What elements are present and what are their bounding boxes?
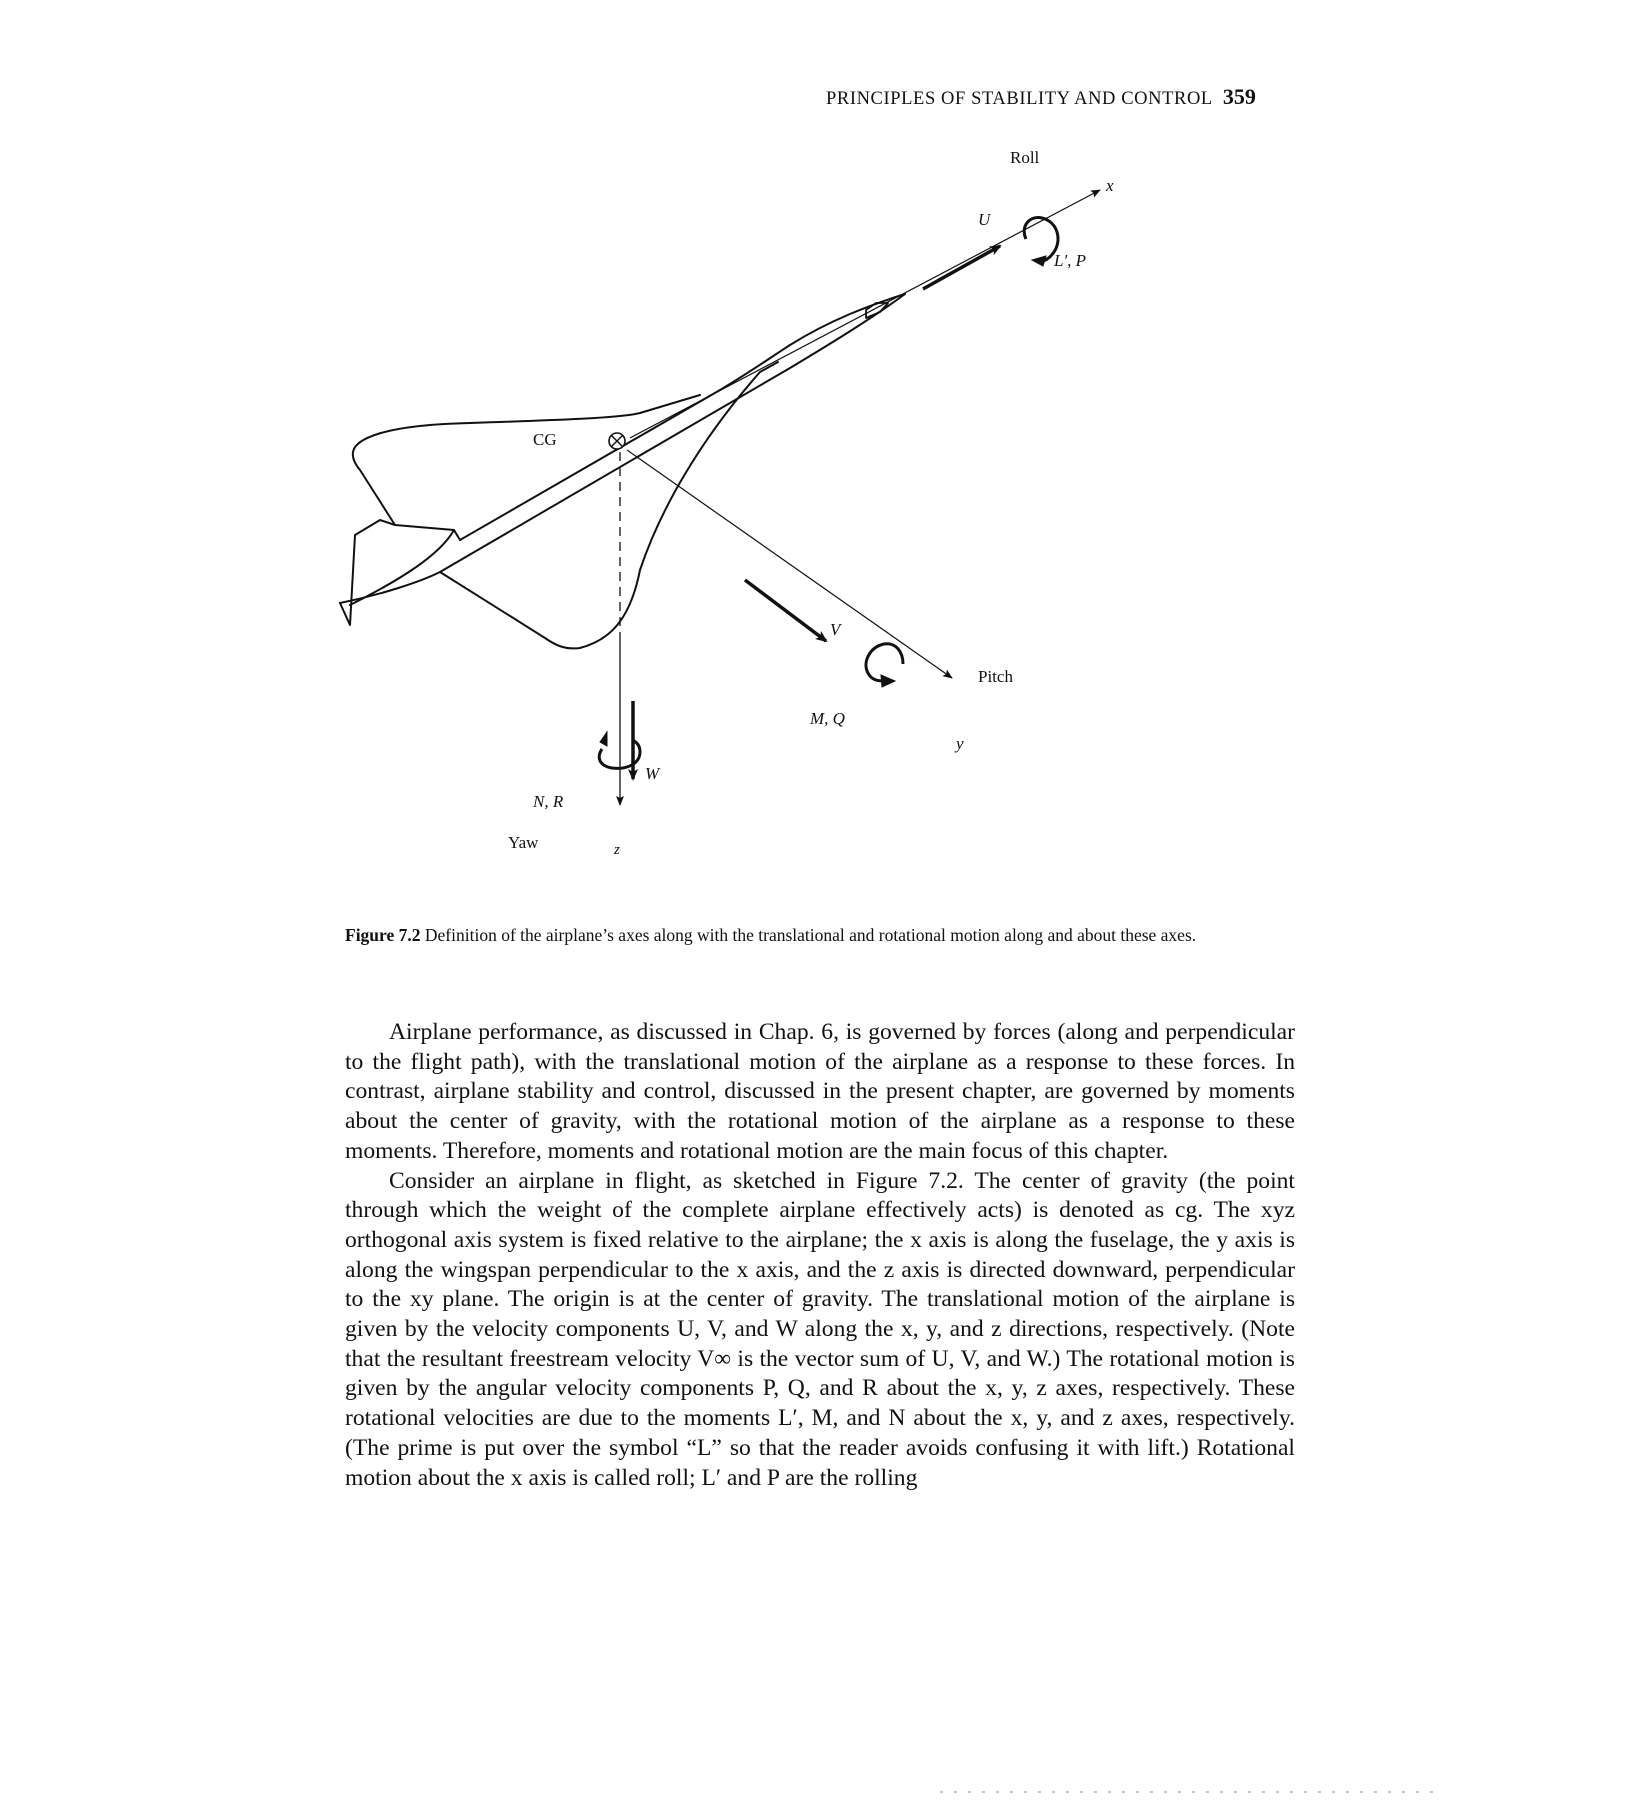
pitch-rotation-icon — [866, 644, 903, 687]
body-text — [345, 1018, 1295, 1493]
y-axis-line — [627, 450, 952, 678]
u-velocity-arrow — [923, 246, 1000, 289]
roll-moment-label: L′, P — [1054, 251, 1087, 270]
pitch-label: Pitch — [978, 667, 1013, 686]
paragraph: Consider an airplane in flight, as sketched in Figure 7.2. The center of gravity (the point through which the weight of the complete airplane effectively acts) is denoted as cg. The xyz orthogonal axis system is fixed relative to the airplane; the x axis is along the fuselage, the y axis is along the wingspan perpendicular to the x axis, and the z axis is directed downward, perpendicular to the xy plane. The origin is at the center of gravity. The translational motion of the airplane is given by the velocity components U, V, and W along the x, y, and z directions, respectively. (Note that the resultant freestream velocity V∞ is the vector sum of U, V, and W.) The rotational motion is given by the angular velocity components P, Q, and R about the x, y, z axes, respectively. These rotational velocities are due to the moments L′, M, and N about the x, y, and z axes, respectively. (The prime is put over the symbol “L” so that the reader avoids confusing it with lift.) Rotational motion about the x axis is called roll; L′ and P are the rolling — [345, 1167, 1295, 1491]
roll-label: Roll — [1010, 148, 1040, 167]
scan-artifact — [940, 1791, 1440, 1793]
figure-caption-label: Figure 7.2 — [345, 925, 421, 945]
x-axis-label: x — [1106, 176, 1114, 195]
roll-rotation-icon — [1024, 218, 1058, 266]
figure-airplane-axes — [0, 0, 1625, 858]
v-label: V — [830, 620, 841, 639]
y-axis-label: y — [956, 734, 964, 753]
w-label: W — [645, 764, 660, 783]
page-number: 359 — [1222, 84, 1256, 109]
pitch-moment-label: M, Q — [810, 709, 845, 728]
wing-far — [353, 395, 700, 525]
paragraph: Airplane performance, as discussed in Chap. 6, is governed by forces (along and perpendicular to the flight path), with the translational motion of the airplane as a response to these forces. In contrast, airplane stability and control, discussed in the present chapter, are governed by moments about the center of gravity, with the rotational motion of the airplane as a response to these moments. Therefore, moments and rotational motion are the main focus of this chapter. — [345, 1019, 1295, 1164]
x-axis-line — [630, 190, 1100, 438]
airplane-axes-diagram — [0, 0, 1625, 830]
cg-icon — [609, 433, 625, 449]
yaw-label: Yaw — [508, 833, 539, 852]
cg-label: CG — [533, 430, 557, 449]
fuselage-outline — [460, 294, 905, 540]
figure-caption-text: Definition of the airplane’s axes along with the translational and rotational motion along and about these axes. — [424, 925, 1197, 945]
u-label: U — [978, 210, 991, 229]
v-velocity-arrow — [745, 580, 826, 641]
z-axis-label: z — [614, 842, 620, 858]
figure-caption — [345, 922, 1295, 948]
running-title: PRINCIPLES OF STABILITY AND CONTROL — [826, 89, 1213, 109]
cockpit — [866, 303, 888, 318]
yaw-moment-label: N, R — [533, 792, 564, 811]
